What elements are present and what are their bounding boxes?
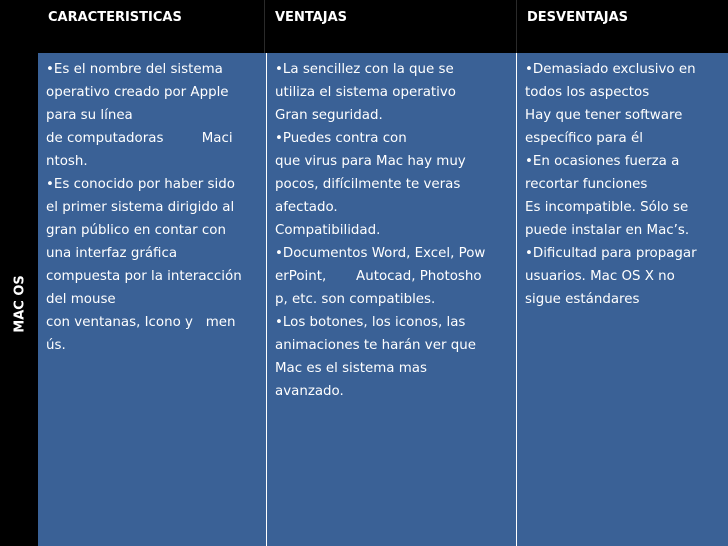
text-line: todos los aspectos xyxy=(525,85,650,100)
text-line: para su línea xyxy=(46,108,133,123)
comparison-table xyxy=(38,0,728,546)
text-line: gran público en contar con xyxy=(46,223,226,238)
header-disadvantages xyxy=(516,0,728,53)
text-line: •Documentos Word, Excel, Pow xyxy=(275,246,486,261)
cell-characteristics xyxy=(38,53,266,546)
header-advantages-text: VENTAJAS xyxy=(275,10,348,25)
row-label xyxy=(0,40,38,546)
table-body-row xyxy=(38,53,728,546)
text-line: •La sencillez con la que se xyxy=(275,62,454,77)
text-line: Mac es el sistema mas xyxy=(275,361,427,376)
text-line: pocos, difícilmente te veras xyxy=(275,177,461,192)
text-line: •Es el nombre del sistema xyxy=(46,62,223,77)
text-line: que virus para Mac hay muy xyxy=(275,154,466,169)
text-line: el primer sistema dirigido al xyxy=(46,200,235,215)
text-line: •Los botones, los iconos, las xyxy=(275,315,466,330)
text-line: compuesta por la interacción xyxy=(46,269,242,284)
row-label-text: MAC OS xyxy=(12,275,28,333)
text-line: •Puedes contra con xyxy=(275,131,407,146)
cell-disadvantages xyxy=(516,53,728,546)
text-line: Compatibilidad. xyxy=(275,223,381,238)
text-line: una interfaz gráfica xyxy=(46,246,178,261)
text-line: ús. xyxy=(46,338,66,353)
text-line: sigue estándares xyxy=(525,292,640,307)
table-header-row xyxy=(38,0,728,53)
text-line: •En ocasiones fuerza a xyxy=(525,154,680,169)
header-advantages xyxy=(264,0,517,53)
text-line: operativo creado por Apple xyxy=(46,85,229,100)
text-line: animaciones te harán ver que xyxy=(275,338,476,353)
text-line: erPoint, Autocad, Photosho xyxy=(275,269,482,284)
text-line: utiliza el sistema operativo xyxy=(275,85,457,100)
text-line: usuarios. Mac OS X no xyxy=(525,269,675,284)
text-line: recortar funciones xyxy=(525,177,648,192)
text-line: de computadoras Maci xyxy=(46,131,233,146)
text-line: •Es conocido por haber sido xyxy=(46,177,235,192)
text-line: del mouse xyxy=(46,292,116,307)
text-line: p, etc. son compatibles. xyxy=(275,292,436,307)
text-line: afectado. xyxy=(275,200,338,215)
header-characteristics-text: CARACTERISTICAS xyxy=(48,10,182,25)
text-line: Es incompatible. Sólo se xyxy=(525,200,689,215)
text-line: ntosh. xyxy=(46,154,88,169)
text-line: Gran seguridad. xyxy=(275,108,383,123)
text-line: •Demasiado exclusivo en xyxy=(525,62,696,77)
cell-advantages xyxy=(266,53,516,546)
header-characteristics xyxy=(38,0,264,53)
text-line: con ventanas, Icono y men xyxy=(46,315,236,330)
text-line: avanzado. xyxy=(275,384,344,399)
text-line: específico para él xyxy=(525,131,643,146)
header-disadvantages-text: DESVENTAJAS xyxy=(527,10,629,25)
text-line: puede instalar en Mac’s. xyxy=(525,223,690,238)
text-line: •Dificultad para propagar xyxy=(525,246,697,261)
text-line: Hay que tener software xyxy=(525,108,683,123)
